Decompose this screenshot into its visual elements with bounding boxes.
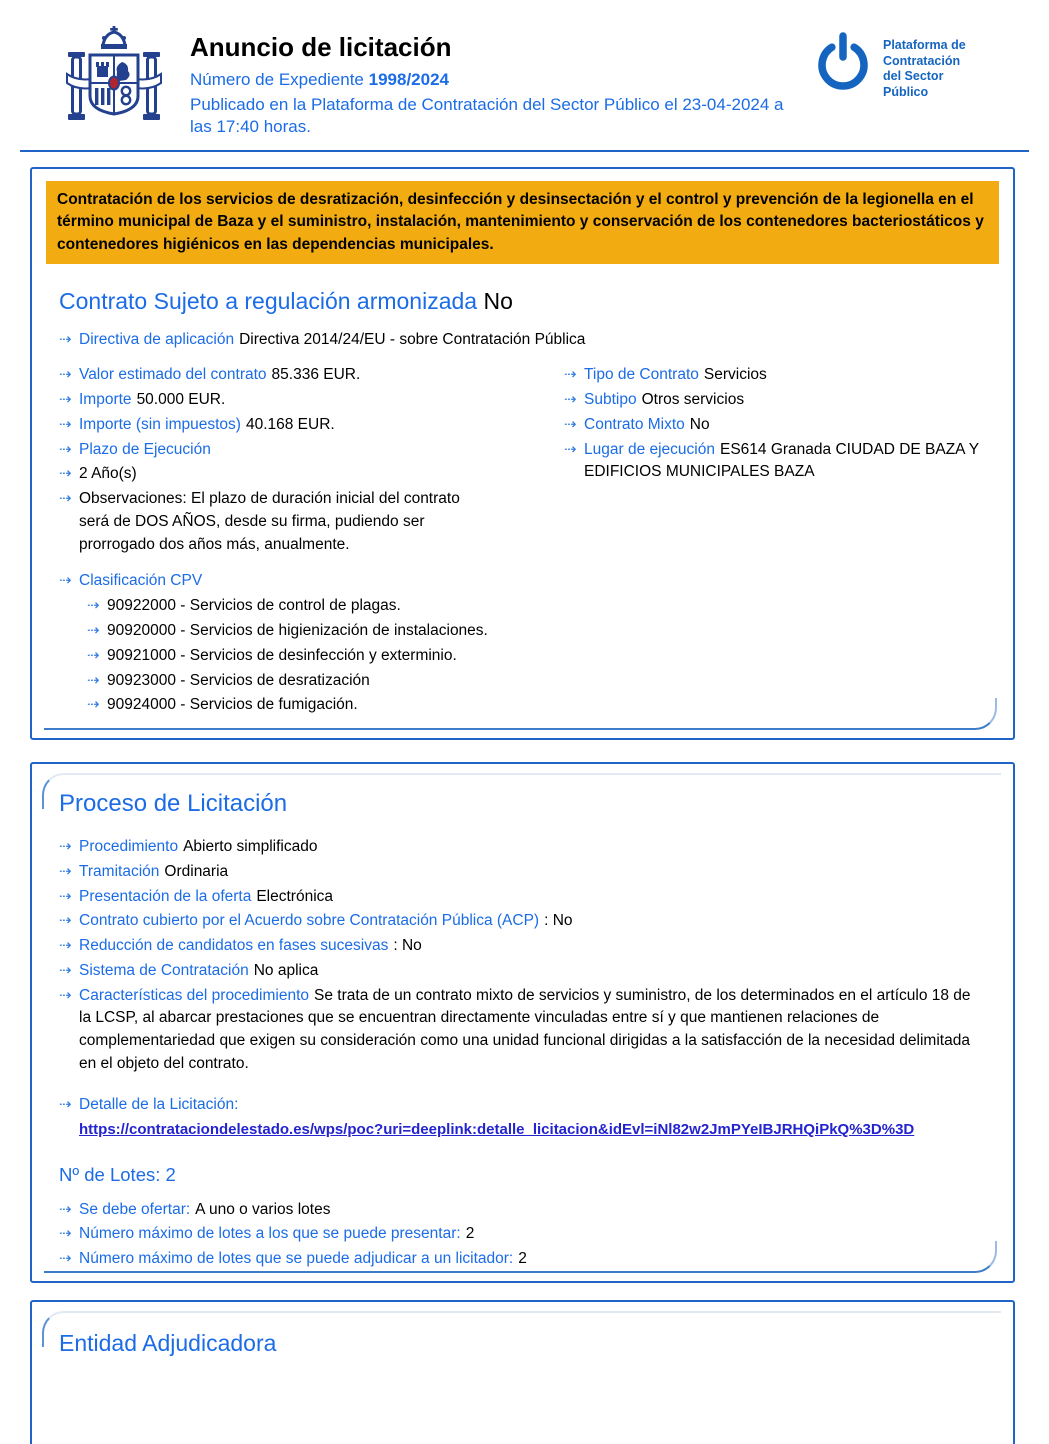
field-max-lotes-presentar: ⇢ Número máximo de lotes a los que se puede presentar: 2 <box>59 1223 986 1246</box>
contract-right-column <box>564 364 1013 558</box>
detalle-link-row <box>79 1121 986 1138</box>
field-observaciones: ⇢ Observaciones: El plazo de duración inicial del contrato será de DOS AÑOS, desde su firma, pudiendo ser prorrogado dos años más, anualmente. <box>59 490 460 553</box>
page-title: Anuncio de licitación <box>190 32 452 62</box>
field-label: Directiva de aplicación <box>79 331 235 349</box>
section-heading-entidad: Entidad Adjudicadora <box>59 1330 277 1356</box>
field-max-lotes-adjudicar: ⇢ Número máximo de lotes que se puede adjudicar a un licitador: 2 <box>59 1248 986 1271</box>
contract-columns <box>59 364 1013 558</box>
field-reduccion-candidatos: ⇢ Reducción de candidatos en fases sucesivas : No <box>59 935 986 958</box>
dashed-arrow-icon: ⇢ <box>59 366 72 384</box>
dashed-arrow-icon: ⇢ <box>59 390 72 408</box>
panel-contrato <box>30 167 1015 740</box>
publication-line: Publicado en la Plataforma de Contratación del Sector Público el 23-04-2024 a las 17:40 horas. <box>190 95 784 137</box>
field-value: Directiva 2014/24/EU - sobre Contratación Pública <box>239 331 586 349</box>
field-lugar-ejecucion: ⇢ Lugar de ejecución ES614 Granada CIUDAD DE BAZA Y EDIFICIOS MUNICIPALES BAZA <box>564 440 979 481</box>
dashed-arrow-icon: ⇢ <box>564 366 577 384</box>
dashed-arrow-icon: ⇢ <box>59 1200 72 1218</box>
dashed-arrow-icon: ⇢ <box>87 646 100 664</box>
dashed-arrow-icon: ⇢ <box>59 912 72 930</box>
field-sistema-contratacion: ⇢ Sistema de Contratación No aplica <box>59 960 986 983</box>
dashed-arrow-icon: ⇢ <box>59 862 72 880</box>
dashed-arrow-icon: ⇢ <box>87 696 100 714</box>
section-heading-regulacion: Contrato Sujeto a regulación armonizada No <box>59 288 513 315</box>
field-presentacion-oferta: ⇢ Presentación de la oferta Electrónica <box>59 886 986 909</box>
dashed-arrow-icon: ⇢ <box>59 572 72 590</box>
expediente-label: Número de Expediente <box>190 70 364 89</box>
section-heading-proceso: Proceso de Licitación <box>59 790 288 817</box>
dashed-arrow-icon: ⇢ <box>59 961 72 979</box>
dashed-arrow-icon: ⇢ <box>59 986 72 1004</box>
cpv-item: ⇢ 90924000 - Servicios de fumigación. <box>87 694 986 717</box>
field-contrato-mixto: ⇢ Contrato Mixto No <box>564 414 999 437</box>
dashed-arrow-icon: ⇢ <box>87 597 100 615</box>
regulacion-value: No <box>483 288 513 315</box>
field-procedimiento: ⇢ Procedimiento Abierto simplificado <box>59 836 986 859</box>
panel-entidad <box>30 1300 1015 1444</box>
document-header <box>190 32 830 138</box>
field-detalle-licitacion: ⇢ Detalle de la Licitación: <box>59 1094 986 1117</box>
dashed-arrow-icon: ⇢ <box>87 671 100 689</box>
contract-object-banner: Contratación de los servicios de desratización, desinfección y desinsectación y el control y prevención de la legionella en el término municipal de Baza y el suministro, instalación, mantenimiento y conservación de los contenedores bacteriostáticos y contenedores higiénicos en las dependencias municipales. <box>46 181 999 264</box>
dashed-arrow-icon: ⇢ <box>87 622 100 639</box>
dashed-arrow-icon: ⇢ <box>59 331 72 349</box>
spain-coat-of-arms-icon <box>64 26 164 143</box>
dashed-arrow-icon: ⇢ <box>59 465 72 483</box>
field-importe-sin-impuestos: ⇢ Importe (sin impuestos) 40.168 EUR. <box>59 414 564 437</box>
expediente-number: 1998/2024 <box>368 70 449 89</box>
field-plazo-ejecucion: ⇢ Plazo de Ejecución <box>59 439 564 462</box>
dashed-arrow-icon: ⇢ <box>59 887 72 905</box>
dashed-arrow-icon: ⇢ <box>59 937 72 955</box>
platform-logo <box>811 30 1023 101</box>
field-cpv-label: ⇢ Clasificación CPV <box>59 570 986 593</box>
dashed-arrow-icon: ⇢ <box>59 440 72 458</box>
cpv-item: ⇢ 90923000 - Servicios de desratización <box>87 670 986 693</box>
field-importe: ⇢ Importe 50.000 EUR. <box>59 389 564 412</box>
field-plazo-duracion: ⇢ 2 Año(s) <box>59 463 564 486</box>
dashed-arrow-icon: ⇢ <box>564 415 577 433</box>
dashed-arrow-icon: ⇢ <box>564 390 577 408</box>
dashed-arrow-icon: ⇢ <box>59 1095 72 1113</box>
field-valor-estimado: ⇢ Valor estimado del contrato 85.336 EUR. <box>59 364 564 387</box>
header-divider <box>20 150 1029 152</box>
cpv-item: ⇢ 90921000 - Servicios de desinfección y exterminio. <box>87 645 986 668</box>
contract-left-column <box>59 364 564 558</box>
dashed-arrow-icon: ⇢ <box>59 1225 72 1243</box>
field-tipo-contrato: ⇢ Tipo de Contrato Servicios <box>564 364 999 387</box>
cpv-item: ⇢ 90920000 - Servicios de higienización de instalaciones. <box>87 620 986 643</box>
lotes-heading: Nº de Lotes: 2 <box>59 1163 176 1185</box>
field-caracteristicas: ⇢ Características del procedimiento Se trata de un contrato mixto de servicios y suministro, de los determinados en el artículo 18 de la LCSP, al abarcar prestaciones que se encuentran directamente vinculadas entre sí y que mantienen relaciones de complementariedad que exigen su consideración como una unidad funcional dirigidas a la satisfacción de la necesidad delimitada en el objeto del contrato. <box>59 986 971 1073</box>
cpv-classification <box>32 570 1013 717</box>
field-subtipo: ⇢ Subtipo Otros servicios <box>564 389 999 412</box>
field-tramitacion: ⇢ Tramitación Ordinaria <box>59 861 986 884</box>
expediente-line <box>190 70 830 90</box>
field-acp: ⇢ Contrato cubierto por el Acuerdo sobre Contratación Pública (ACP) : No <box>59 910 986 933</box>
dashed-arrow-icon: ⇢ <box>59 490 72 508</box>
field-directiva <box>59 329 986 352</box>
power-icon <box>811 30 875 99</box>
cpv-item: ⇢ 90922000 - Servicios de control de plagas. <box>87 595 986 618</box>
panel-proceso <box>30 762 1015 1283</box>
dashed-arrow-icon: ⇢ <box>59 1250 72 1268</box>
field-se-debe-ofertar: ⇢ Se debe ofertar: A uno o varios lotes <box>59 1199 986 1222</box>
dashed-arrow-icon: ⇢ <box>59 838 72 855</box>
dashed-arrow-icon: ⇢ <box>564 440 577 458</box>
detalle-licitacion-link[interactable]: https://contrataciondelestado.es/wps/poc?uri=deeplink:detalle_licitacion&idEvl=iNl82w2JmPYeIBJRHQiPkQ%3D%3D <box>79 1120 915 1138</box>
platform-logo-text: Plataforma de Contratación del Sector Público <box>883 38 966 99</box>
dashed-arrow-icon: ⇢ <box>59 415 72 433</box>
